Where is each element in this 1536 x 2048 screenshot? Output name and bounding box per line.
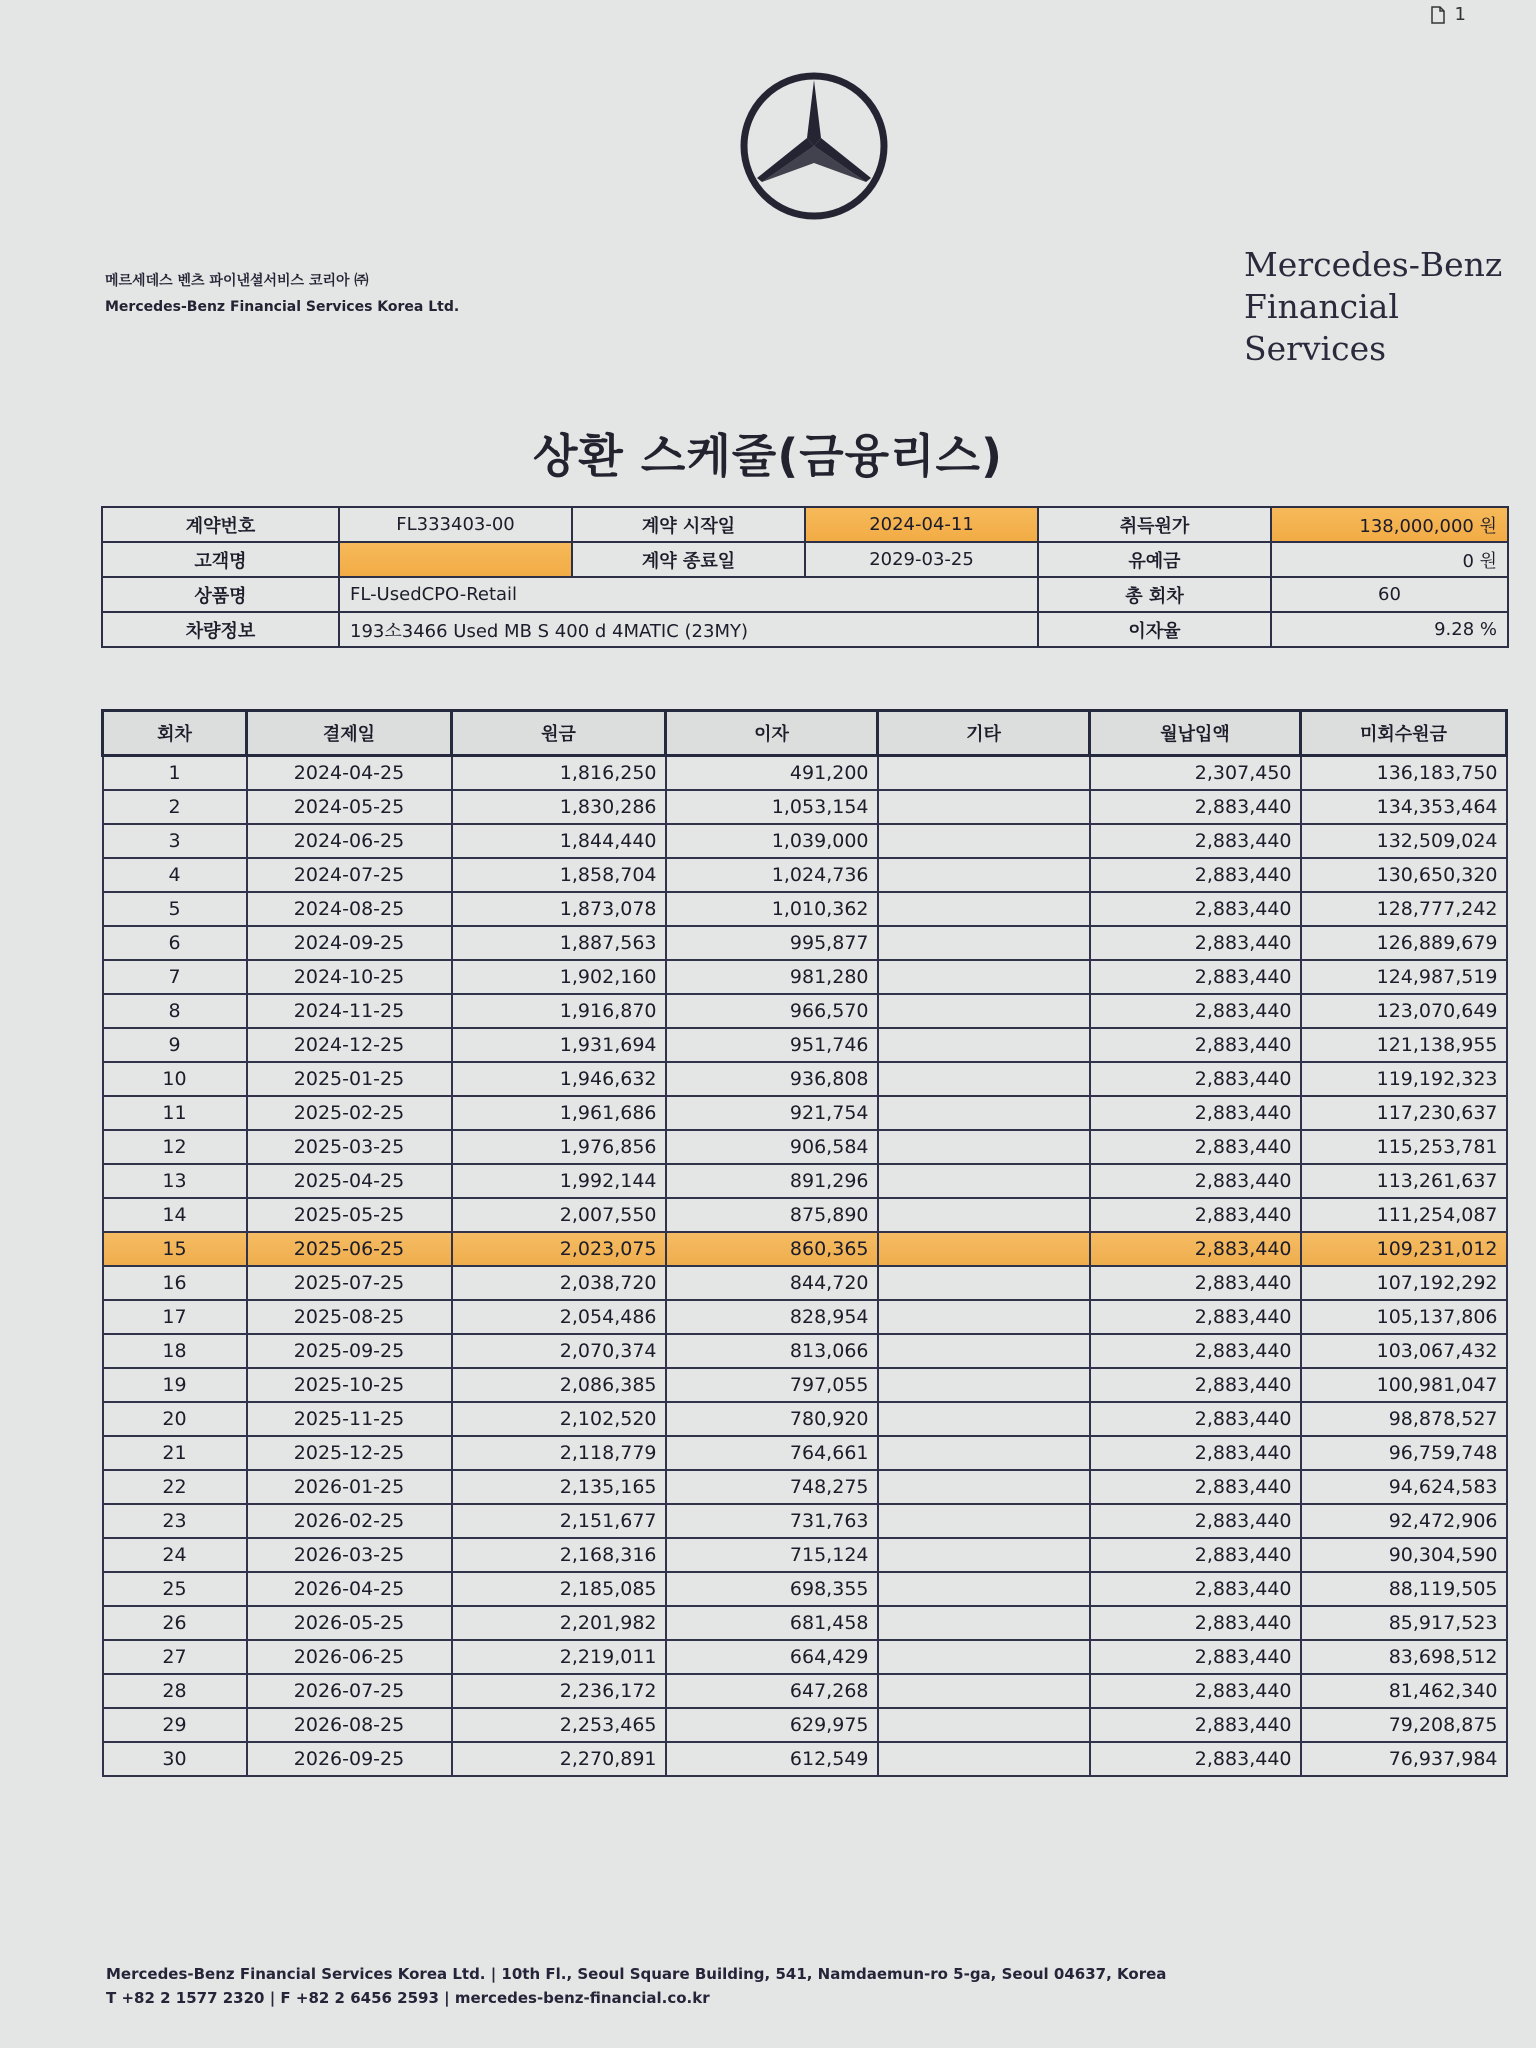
interest-cell: 844,720 [666,1266,878,1300]
brand-wordmark [1244,244,1536,370]
payment-date-cell: 2026-01-25 [247,1470,452,1504]
other-cell [878,1742,1090,1776]
payment-date-cell: 2024-09-25 [247,926,452,960]
outstanding-principal-cell: 76,937,984 [1301,1742,1507,1776]
table-row [103,858,1507,892]
monthly-payment-cell: 2,883,440 [1090,1062,1301,1096]
document-title: 상환 스케줄(금융리스) [533,429,1003,483]
payment-date-cell: 2024-05-25 [247,790,452,824]
contract-no-label: 계약번호 [102,507,339,542]
installment-no-cell: 27 [103,1640,247,1674]
other-cell [878,1028,1090,1062]
principal-cell: 2,086,385 [452,1368,666,1402]
monthly-payment-cell: 2,883,440 [1090,1436,1301,1470]
principal-cell: 1,961,686 [452,1096,666,1130]
installment-no-cell: 25 [103,1572,247,1606]
other-cell [878,1436,1090,1470]
payment-date-cell: 2026-06-25 [247,1640,452,1674]
payment-date-cell: 2024-04-25 [247,756,452,791]
table-row [103,1606,1507,1640]
table-row [103,960,1507,994]
table-row [103,1130,1507,1164]
interest-cell: 875,890 [666,1198,878,1232]
outstanding-principal-cell: 109,231,012 [1301,1232,1507,1266]
deferred-label: 유예금 [1038,542,1271,577]
footer-address: Mercedes-Benz Financial Services Korea Ltd. | 10th Fl., Seoul Square Building, 541, Namdaemun-ro 5-ga, Seoul 04637, Korea [106,1965,1167,1983]
other-cell [878,1266,1090,1300]
principal-cell: 2,253,465 [452,1708,666,1742]
end-date-label: 계약 종료일 [572,542,805,577]
monthly-payment-cell: 2,307,450 [1090,756,1301,791]
outstanding-principal-cell: 81,462,340 [1301,1674,1507,1708]
principal-cell: 2,151,677 [452,1504,666,1538]
payment-date-cell: 2024-06-25 [247,824,452,858]
table-header-row [103,711,1507,756]
interest-cell: 921,754 [666,1096,878,1130]
payment-date-cell: 2025-07-25 [247,1266,452,1300]
interest-cell: 1,024,736 [666,858,878,892]
installment-no-cell: 28 [103,1674,247,1708]
principal-cell: 2,135,165 [452,1470,666,1504]
payment-date-cell: 2025-11-25 [247,1402,452,1436]
monthly-payment-cell: 2,883,440 [1090,1742,1301,1776]
principal-cell: 2,102,520 [452,1402,666,1436]
interest-cell: 664,429 [666,1640,878,1674]
outstanding-principal-cell: 136,183,750 [1301,756,1507,791]
principal-cell: 2,168,316 [452,1538,666,1572]
monthly-payment-cell: 2,883,440 [1090,1300,1301,1334]
column-header: 이자 [666,711,878,756]
table-row [103,1504,1507,1538]
payment-date-cell: 2024-07-25 [247,858,452,892]
customer-value [339,542,572,577]
interest-cell: 780,920 [666,1402,878,1436]
monthly-payment-cell: 2,883,440 [1090,1572,1301,1606]
other-cell [878,1334,1090,1368]
acquisition-cost-label: 취득원가 [1038,507,1271,542]
schedule-body [103,756,1507,1777]
outstanding-principal-cell: 128,777,242 [1301,892,1507,926]
contract-no-value: FL333403-00 [339,507,572,542]
contract-info-row [102,612,1508,647]
table-row [103,1232,1507,1266]
acquisition-cost-value: 138,000,000 원 [1271,507,1508,542]
mercedes-star-logo [738,70,890,222]
monthly-payment-cell: 2,883,440 [1090,1538,1301,1572]
table-row [103,892,1507,926]
table-row [103,1368,1507,1402]
installment-no-cell: 11 [103,1096,247,1130]
other-cell [878,824,1090,858]
payment-date-cell: 2024-08-25 [247,892,452,926]
outstanding-principal-cell: 79,208,875 [1301,1708,1507,1742]
installment-no-cell: 1 [103,756,247,791]
interest-cell: 981,280 [666,960,878,994]
vehicle-value: 193소3466 Used MB S 400 d 4MATIC (23MY) [339,612,1038,647]
other-cell [878,926,1090,960]
other-cell [878,1674,1090,1708]
payment-date-cell: 2024-11-25 [247,994,452,1028]
other-cell [878,1708,1090,1742]
table-row [103,1708,1507,1742]
outstanding-principal-cell: 121,138,955 [1301,1028,1507,1062]
repayment-schedule-table [101,709,1508,1777]
footer [106,1962,1166,2010]
outstanding-principal-cell: 92,472,906 [1301,1504,1507,1538]
column-header: 미회수원금 [1301,711,1507,756]
interest-cell: 891,296 [666,1164,878,1198]
table-row [103,1198,1507,1232]
monthly-payment-cell: 2,883,440 [1090,1164,1301,1198]
other-cell [878,1096,1090,1130]
table-row [103,994,1507,1028]
column-header: 원금 [452,711,666,756]
monthly-payment-cell: 2,883,440 [1090,1334,1301,1368]
table-row [103,756,1507,791]
table-row [103,1096,1507,1130]
interest-cell: 491,200 [666,756,878,791]
interest-rate-value: 9.28 % [1271,612,1508,647]
outstanding-principal-cell: 132,509,024 [1301,824,1507,858]
other-cell [878,1198,1090,1232]
installment-no-cell: 13 [103,1164,247,1198]
outstanding-principal-cell: 100,981,047 [1301,1368,1507,1402]
contract-info-row [102,542,1508,577]
interest-cell: 1,010,362 [666,892,878,926]
outstanding-principal-cell: 88,119,505 [1301,1572,1507,1606]
monthly-payment-cell: 2,883,440 [1090,858,1301,892]
monthly-payment-cell: 2,883,440 [1090,1198,1301,1232]
column-header: 회차 [103,711,247,756]
interest-cell: 828,954 [666,1300,878,1334]
principal-cell: 2,007,550 [452,1198,666,1232]
principal-cell: 1,830,286 [452,790,666,824]
other-cell [878,960,1090,994]
principal-cell: 1,844,440 [452,824,666,858]
monthly-payment-cell: 2,883,440 [1090,926,1301,960]
installment-no-cell: 18 [103,1334,247,1368]
interest-cell: 715,124 [666,1538,878,1572]
start-date-value: 2024-04-11 [805,507,1038,542]
principal-cell: 1,946,632 [452,1062,666,1096]
principal-cell: 1,976,856 [452,1130,666,1164]
installment-no-cell: 2 [103,790,247,824]
payment-date-cell: 2025-08-25 [247,1300,452,1334]
interest-cell: 1,053,154 [666,790,878,824]
other-cell [878,1606,1090,1640]
other-cell [878,1164,1090,1198]
monthly-payment-cell: 2,883,440 [1090,1708,1301,1742]
installment-no-cell: 23 [103,1504,247,1538]
interest-cell: 731,763 [666,1504,878,1538]
payment-date-cell: 2024-12-25 [247,1028,452,1062]
principal-cell: 2,070,374 [452,1334,666,1368]
outstanding-principal-cell: 98,878,527 [1301,1402,1507,1436]
other-cell [878,1470,1090,1504]
page-icon [1431,6,1445,24]
other-cell [878,790,1090,824]
interest-cell: 936,808 [666,1062,878,1096]
other-cell [878,1640,1090,1674]
principal-cell: 2,270,891 [452,1742,666,1776]
outstanding-principal-cell: 119,192,323 [1301,1062,1507,1096]
monthly-payment-cell: 2,883,440 [1090,1402,1301,1436]
installment-no-cell: 3 [103,824,247,858]
installment-no-cell: 5 [103,892,247,926]
table-row [103,1334,1507,1368]
payment-date-cell: 2026-08-25 [247,1708,452,1742]
installment-no-cell: 21 [103,1436,247,1470]
installment-no-cell: 14 [103,1198,247,1232]
table-row [103,1402,1507,1436]
installment-no-cell: 10 [103,1062,247,1096]
table-row [103,1300,1507,1334]
company-name-ko: 메르세데스 벤츠 파이낸셜서비스 코리아 ㈜ [105,273,369,289]
table-row [103,1538,1507,1572]
installment-no-cell: 4 [103,858,247,892]
table-row [103,1266,1507,1300]
monthly-payment-cell: 2,883,440 [1090,1504,1301,1538]
outstanding-principal-cell: 113,261,637 [1301,1164,1507,1198]
installment-no-cell: 15 [103,1232,247,1266]
monthly-payment-cell: 2,883,440 [1090,892,1301,926]
interest-cell: 995,877 [666,926,878,960]
outstanding-principal-cell: 103,067,432 [1301,1334,1507,1368]
installment-no-cell: 30 [103,1742,247,1776]
monthly-payment-cell: 2,883,440 [1090,824,1301,858]
outstanding-principal-cell: 130,650,320 [1301,858,1507,892]
payment-date-cell: 2026-02-25 [247,1504,452,1538]
company-name [105,268,459,320]
monthly-payment-cell: 2,883,440 [1090,1028,1301,1062]
other-cell [878,1300,1090,1334]
payment-date-cell: 2025-10-25 [247,1368,452,1402]
principal-cell: 1,992,144 [452,1164,666,1198]
other-cell [878,994,1090,1028]
payment-date-cell: 2025-04-25 [247,1164,452,1198]
payment-date-cell: 2026-03-25 [247,1538,452,1572]
vehicle-label: 차량정보 [102,612,339,647]
interest-cell: 764,661 [666,1436,878,1470]
interest-cell: 906,584 [666,1130,878,1164]
installment-no-cell: 19 [103,1368,247,1402]
brand-line-2: Financial Services [1244,287,1399,368]
payment-date-cell: 2025-09-25 [247,1334,452,1368]
interest-cell: 1,039,000 [666,824,878,858]
monthly-payment-cell: 2,883,440 [1090,1130,1301,1164]
monthly-payment-cell: 2,883,440 [1090,994,1301,1028]
interest-cell: 612,549 [666,1742,878,1776]
principal-cell: 2,201,982 [452,1606,666,1640]
principal-cell: 1,887,563 [452,926,666,960]
outstanding-principal-cell: 111,254,087 [1301,1198,1507,1232]
payment-date-cell: 2026-04-25 [247,1572,452,1606]
principal-cell: 2,054,486 [452,1300,666,1334]
payment-date-cell: 2026-05-25 [247,1606,452,1640]
monthly-payment-cell: 2,883,440 [1090,1368,1301,1402]
end-date-value: 2029-03-25 [805,542,1038,577]
company-name-en: Mercedes-Benz Financial Services Korea Ltd. [105,299,460,315]
page-indicator [1431,4,1466,25]
total-installments-label: 총 회차 [1038,577,1271,612]
table-row [103,1674,1507,1708]
monthly-payment-cell: 2,883,440 [1090,1232,1301,1266]
installment-no-cell: 26 [103,1606,247,1640]
installment-no-cell: 29 [103,1708,247,1742]
interest-cell: 797,055 [666,1368,878,1402]
payment-date-cell: 2026-09-25 [247,1742,452,1776]
payment-date-cell: 2025-02-25 [247,1096,452,1130]
outstanding-principal-cell: 105,137,806 [1301,1300,1507,1334]
table-row [103,1470,1507,1504]
monthly-payment-cell: 2,883,440 [1090,790,1301,824]
outstanding-principal-cell: 83,698,512 [1301,1640,1507,1674]
other-cell [878,1368,1090,1402]
outstanding-principal-cell: 90,304,590 [1301,1538,1507,1572]
interest-cell: 748,275 [666,1470,878,1504]
table-row [103,790,1507,824]
other-cell [878,1504,1090,1538]
contract-info-row [102,507,1508,542]
start-date-label: 계약 시작일 [572,507,805,542]
monthly-payment-cell: 2,883,440 [1090,1266,1301,1300]
principal-cell: 1,816,250 [452,756,666,791]
payment-date-cell: 2026-07-25 [247,1674,452,1708]
table-row [103,1572,1507,1606]
footer-contact: T +82 2 1577 2320 | F +82 2 6456 2593 | mercedes-benz-financial.co.kr [106,1989,710,2007]
interest-cell: 813,066 [666,1334,878,1368]
interest-cell: 966,570 [666,994,878,1028]
installment-no-cell: 16 [103,1266,247,1300]
principal-cell: 2,023,075 [452,1232,666,1266]
payment-date-cell: 2025-05-25 [247,1198,452,1232]
outstanding-principal-cell: 107,192,292 [1301,1266,1507,1300]
table-row [103,824,1507,858]
principal-cell: 1,873,078 [452,892,666,926]
total-installments-value: 60 [1271,577,1508,612]
principal-cell: 2,038,720 [452,1266,666,1300]
installment-no-cell: 8 [103,994,247,1028]
outstanding-principal-cell: 123,070,649 [1301,994,1507,1028]
table-row [103,1436,1507,1470]
payment-date-cell: 2025-03-25 [247,1130,452,1164]
principal-cell: 2,219,011 [452,1640,666,1674]
other-cell [878,1062,1090,1096]
table-row [103,1742,1507,1776]
payment-date-cell: 2025-01-25 [247,1062,452,1096]
installment-no-cell: 24 [103,1538,247,1572]
deferred-value: 0 원 [1271,542,1508,577]
payment-date-cell: 2024-10-25 [247,960,452,994]
table-row [103,1640,1507,1674]
monthly-payment-cell: 2,883,440 [1090,1640,1301,1674]
table-row [103,1164,1507,1198]
brand-line-1: Mercedes-Benz [1244,245,1503,284]
outstanding-principal-cell: 134,353,464 [1301,790,1507,824]
outstanding-principal-cell: 115,253,781 [1301,1130,1507,1164]
other-cell [878,1538,1090,1572]
principal-cell: 2,118,779 [452,1436,666,1470]
contract-info-row [102,577,1508,612]
product-label: 상품명 [102,577,339,612]
outstanding-principal-cell: 85,917,523 [1301,1606,1507,1640]
installment-no-cell: 12 [103,1130,247,1164]
payment-date-cell: 2025-12-25 [247,1436,452,1470]
customer-label: 고객명 [102,542,339,577]
installment-no-cell: 17 [103,1300,247,1334]
interest-rate-label: 이자율 [1038,612,1271,647]
principal-cell: 1,916,870 [452,994,666,1028]
installment-no-cell: 9 [103,1028,247,1062]
page-number: 1 [1454,4,1466,25]
principal-cell: 2,236,172 [452,1674,666,1708]
contract-info-table [101,506,1509,648]
table-row [103,1028,1507,1062]
table-row [103,926,1507,960]
installment-no-cell: 6 [103,926,247,960]
monthly-payment-cell: 2,883,440 [1090,1674,1301,1708]
column-header: 기타 [878,711,1090,756]
column-header: 월납입액 [1090,711,1301,756]
principal-cell: 1,902,160 [452,960,666,994]
other-cell [878,892,1090,926]
installment-no-cell: 20 [103,1402,247,1436]
outstanding-principal-cell: 124,987,519 [1301,960,1507,994]
other-cell [878,858,1090,892]
monthly-payment-cell: 2,883,440 [1090,1470,1301,1504]
column-header: 결제일 [247,711,452,756]
other-cell [878,1572,1090,1606]
other-cell [878,1232,1090,1266]
outstanding-principal-cell: 126,889,679 [1301,926,1507,960]
outstanding-principal-cell: 117,230,637 [1301,1096,1507,1130]
monthly-payment-cell: 2,883,440 [1090,1606,1301,1640]
installment-no-cell: 22 [103,1470,247,1504]
outstanding-principal-cell: 96,759,748 [1301,1436,1507,1470]
monthly-payment-cell: 2,883,440 [1090,960,1301,994]
monthly-payment-cell: 2,883,440 [1090,1096,1301,1130]
other-cell [878,1130,1090,1164]
installment-no-cell: 7 [103,960,247,994]
table-row [103,1062,1507,1096]
other-cell [878,1402,1090,1436]
interest-cell: 629,975 [666,1708,878,1742]
outstanding-principal-cell: 94,624,583 [1301,1470,1507,1504]
interest-cell: 681,458 [666,1606,878,1640]
interest-cell: 860,365 [666,1232,878,1266]
principal-cell: 1,931,694 [452,1028,666,1062]
principal-cell: 1,858,704 [452,858,666,892]
interest-cell: 951,746 [666,1028,878,1062]
interest-cell: 698,355 [666,1572,878,1606]
interest-cell: 647,268 [666,1674,878,1708]
payment-date-cell: 2025-06-25 [247,1232,452,1266]
other-cell [878,756,1090,791]
principal-cell: 2,185,085 [452,1572,666,1606]
product-value: FL-UsedCPO-Retail [339,577,1038,612]
